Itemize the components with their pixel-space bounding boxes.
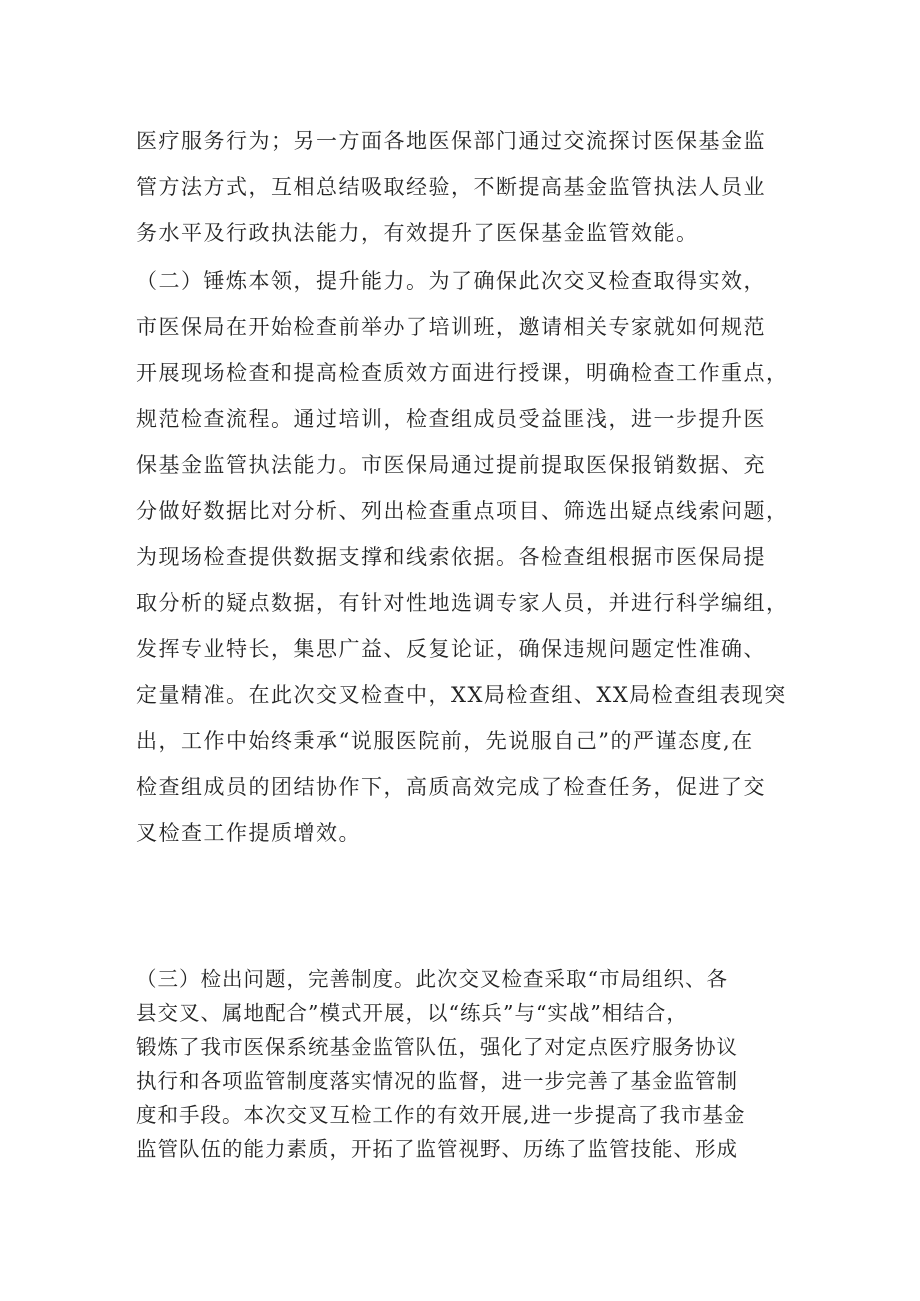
text-line: 定量精准。在此次交叉检查中，XX局检查组、XX局检查组表现突 (136, 683, 787, 707)
paragraph-section-two (136, 258, 796, 856)
text-line: 管方法方式，互相总结吸取经验，不断提高基金监管执法人员业 (136, 175, 766, 199)
text-line: 分做好数据比对分析、列出检查重点项目、筛选出疑点线索问题， (136, 499, 789, 523)
text-line: 为现场检查提供数据支撑和线索依据。各检查组根据市医保局提 (136, 545, 766, 569)
text-line: 县交叉、属地配合”模式开展，以“练兵”与“实战”相结合， (136, 1001, 688, 1025)
text-line: 医疗服务行为；另一方面各地医保部门通过交流探讨医保基金监 (136, 129, 766, 153)
text-line: 保基金监管执法能力。市医保局通过提前提取医保报销数据、充 (136, 453, 766, 477)
text-line: 出，工作中始终秉承“说服医院前，先说服自己”的严谨态度,在 (136, 729, 754, 753)
text-line: 检查组成员的团结协作下，高质高效完成了检查任务，促进了交 (136, 775, 766, 799)
text-line: （三）检出问题，完善制度。此次交叉检查采取“市局组织、各 (136, 967, 728, 991)
paragraph-continuation (136, 118, 796, 256)
text-line: 务水平及行政执法能力，有效提升了医保基金监管效能。 (136, 221, 699, 245)
text-line: 叉检查工作提质增效。 (136, 821, 361, 845)
text-line: 市医保局在开始检查前举办了培训班，邀请相关专家就如何规范 (136, 315, 766, 339)
text-line: 度和手段。本次交叉互检工作的有效开展,进一步提高了我市基金 (136, 1103, 746, 1127)
text-line: （二）锤炼本领，提升能力。为了确保此次交叉检查取得实效， (136, 269, 766, 293)
text-line: 执行和各项监管制度落实情况的监督，进一步完善了基金监管制 (136, 1069, 738, 1093)
text-line: 开展现场检查和提高检查质效方面进行授课，明确检查工作重点， (136, 361, 789, 385)
text-line: 监管队伍的能力素质，开拓了监管视野、历练了监管技能、形成 (136, 1137, 738, 1161)
text-line: 锻炼了我市医保系统基金监管队伍，强化了对定点医疗服务协议 (136, 1035, 738, 1059)
paragraph-section-three (136, 962, 796, 1166)
text-line: 取分析的疑点数据，有针对性地选调专家人员，并进行科学编组， (136, 591, 789, 615)
text-line: 规范检查流程。通过培训，检查组成员受益匪浅，进一步提升医 (136, 407, 766, 431)
text-line: 发挥专业特长，集思广益、反复论证，确保违规问题定性准确、 (136, 637, 766, 661)
